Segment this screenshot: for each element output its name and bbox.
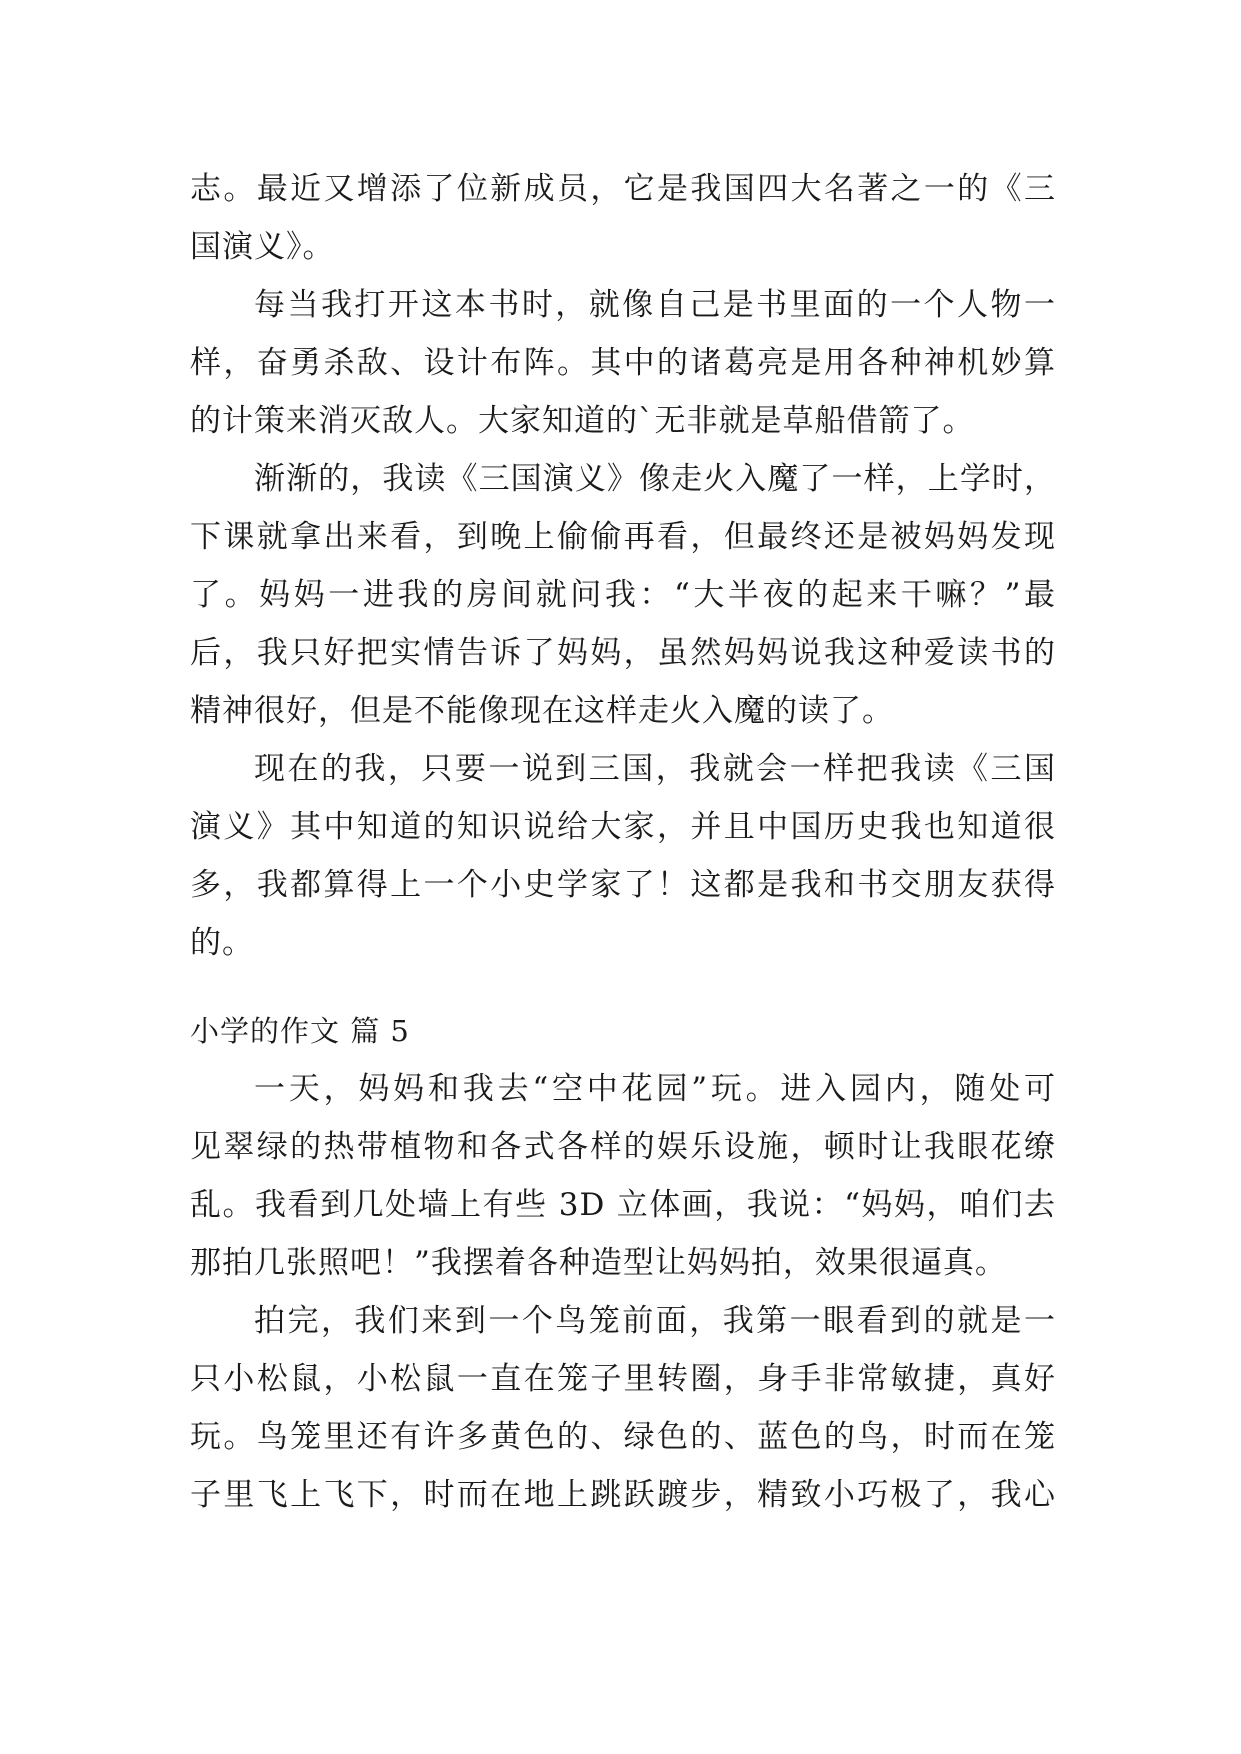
- text-line: 了。妈妈一进我的房间就问我：“大半夜的起来干嘛？”最: [190, 577, 1056, 613]
- text-line: 后，我只好把实情告诉了妈妈，虽然妈妈说我这种爱读书的: [190, 635, 1056, 671]
- text-line: 的。: [190, 925, 254, 961]
- paragraph: [190, 160, 1056, 276]
- text-line: 下课就拿出来看，到晚上偷偷再看，但最终还是被妈妈发现: [190, 519, 1056, 555]
- paragraph: [190, 1292, 1056, 1524]
- text-line: 国演义》。: [190, 229, 335, 265]
- text-line: 每当我打开这本书时，就像自己是书里面的一个人物一: [254, 287, 1056, 323]
- text-line: 渐渐的，我读《三国演义》像走火入魔了一样，上学时，: [254, 461, 1056, 497]
- section-title: 小学的作文 篇 5: [190, 1014, 410, 1048]
- document-body: [190, 160, 1056, 1524]
- text-line: 样，奋勇杀敌、设计布阵。其中的诸葛亮是用各种神机妙算: [190, 345, 1056, 381]
- text-line: 拍完，我们来到一个鸟笼前面，我第一眼看到的就是一: [254, 1303, 1056, 1339]
- text-line: 只小松鼠，小松鼠一直在笼子里转圈，身手非常敏捷，真好: [190, 1361, 1056, 1397]
- text-line: 子里飞上飞下，时而在地上跳跃踱步，精致小巧极了，我心: [190, 1477, 1056, 1513]
- text-line: 志。最近又增添了位新成员，它是我国四大名著之一的《三: [190, 171, 1056, 207]
- text-line: 演义》其中知道的知识说给大家，并且中国历史我也知道很: [190, 809, 1056, 845]
- text-line: 精神很好，但是不能像现在这样走火入魔的读了。: [190, 693, 894, 729]
- paragraph: [190, 450, 1056, 740]
- text-line: 多，我都算得上一个小史学家了！这都是我和书交朋友获得: [190, 867, 1056, 903]
- text-line: 一天，妈妈和我去“空中花园”玩。进入园内，随处可: [254, 1071, 1056, 1107]
- text-line: 的计策来消灭敌人。大家知道的`无非就是草船借箭了。: [190, 403, 975, 439]
- paragraph: [190, 1060, 1056, 1292]
- paragraph: [190, 740, 1056, 972]
- paragraph: [190, 276, 1056, 450]
- text-line: 现在的我，只要一说到三国，我就会一样把我读《三国: [254, 751, 1056, 787]
- text-line: 见翠绿的热带植物和各式各样的娱乐设施，顿时让我眼花缭: [190, 1129, 1056, 1165]
- text-line: 那拍几张照吧！”我摆着各种造型让妈妈拍，效果很逼真。: [190, 1245, 1007, 1281]
- text-line: 乱。我看到几处墙上有些 3D 立体画，我说：“妈妈，咱们去: [190, 1187, 1056, 1223]
- text-line: 玩。鸟笼里还有许多黄色的、绿色的、蓝色的鸟，时而在笼: [190, 1419, 1056, 1455]
